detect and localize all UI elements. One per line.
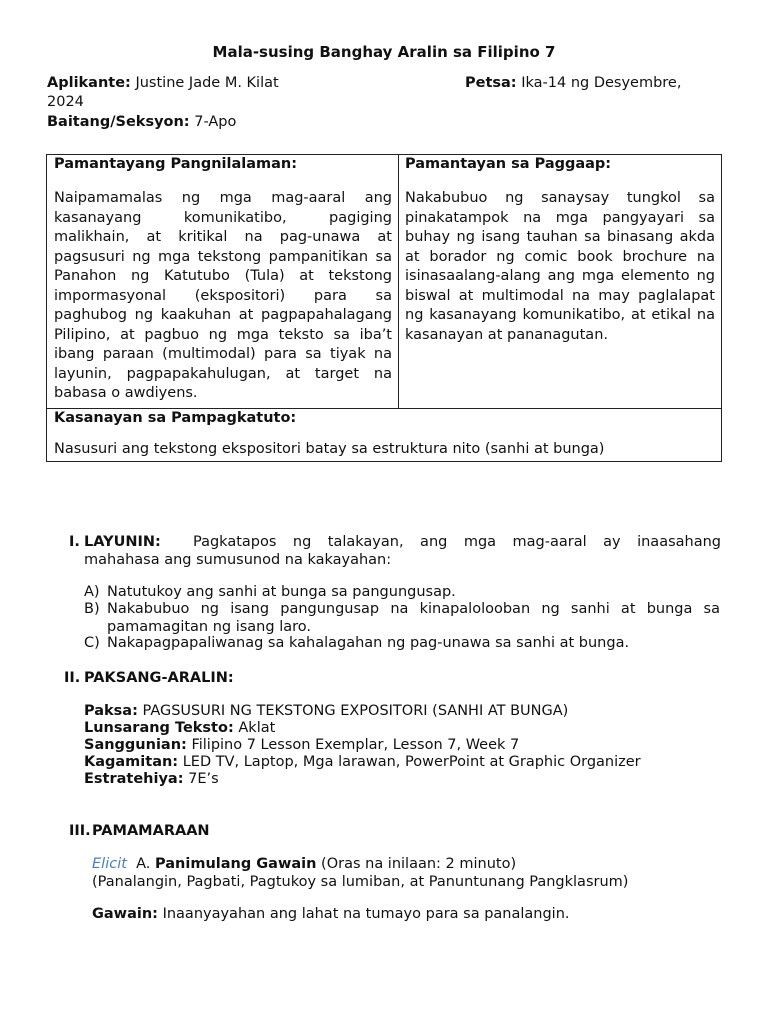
step-note: (Panalangin, Pagbati, Pagtukoy sa lumiban, at Panuntunang Pangklasrum): [92, 873, 629, 890]
step-time: (Oras na inilaan: 2 minuto): [321, 856, 517, 872]
aplikante-value: Justine Jade M. Kilat: [135, 75, 279, 91]
objective-c: [84, 635, 724, 653]
kagamitan-row: Kagamitan: LED TV, Laptop, Mga larawan, PowerPoint at Graphic Organizer: [84, 754, 641, 770]
section-1-intro-line1: Pagkatapos ng talakayan, ang mga mag-aaral ay inaasahang: [193, 534, 721, 550]
section-1-number: I.: [69, 534, 80, 550]
baitang-row: [47, 113, 236, 133]
objective-a-text: Natutukoy ang sanhi at bunga sa pangungusap.: [107, 584, 456, 600]
gawain-label: Gawain:: [92, 906, 158, 922]
kasanayan-text: Nasusuri ang tekstong ekspositori batay sa estruktura nito (sanhi at bunga): [54, 440, 605, 457]
panimulang-gawain: [92, 856, 628, 891]
pangnilalaman-heading: Pamantayang Pangnilalaman:: [54, 156, 298, 172]
section-3-heading: PAMAMARAAN: [92, 823, 210, 839]
objective-b-text: Nakabubuo ng isang pangungusap na kinapalolooban ng sanhi at bunga sa pamamagitan ng isang laro.: [107, 601, 720, 635]
kasanayan-cell: [47, 408, 722, 461]
objective-c-text: Nakapagpapaliwanag sa kahalagahan ng pag-unawa sa sanhi at bunga.: [107, 635, 630, 651]
kasanayan-heading: Kasanayan sa Pampagkatuto:: [54, 409, 297, 426]
step-letter: A.: [136, 856, 151, 872]
pangnilalaman-text: Naipamamalas ng mga mag-aaral ang kasanayang komunikatibo, pagiging malikhain, at kritikal na pag-unawa at pagsusuri ng mga tekstong pampanitikan sa Panahon ng Katutubo (Tula) at tekstong impormasyonal (ekspositori) para sa paghubog ng kaakuhan at pagpapahalagang Pilipino, at pagbuo ng mga teksto sa iba’t ibang paraan (multimodal) para sa tiyak na layunin, pagpapakahulugan, at target na babasa o awdiyens.: [54, 190, 392, 401]
step-title: Panimulang Gawain: [155, 856, 317, 872]
objective-c-label: C): [84, 635, 100, 651]
standards-row: [47, 155, 722, 409]
gawain-row: [92, 905, 570, 925]
objective-a: [84, 584, 724, 602]
baitang-value: 7-Apo: [194, 114, 237, 130]
paksa-row: Paksa: PAGSUSURI NG TEKSTONG EXPOSITORI (SANHI AT BUNGA): [84, 703, 569, 719]
aplikante-row: [47, 74, 279, 94]
pangnilalaman-cell: [47, 155, 399, 409]
petsa-value: Ika-14 ng Desyembre,: [521, 75, 682, 91]
paggaap-cell: [399, 155, 722, 409]
panimulang-gawain-title-row: [92, 856, 628, 874]
objective-a-label: A): [84, 584, 100, 600]
section-2-number: II.: [64, 670, 81, 686]
baitang-label: Baitang/Seksyon:: [47, 114, 190, 130]
standards-table: [46, 154, 722, 462]
estratehiya-row: Estratehiya: 7E’s: [84, 771, 219, 787]
document-title: Mala-susing Banghay Aralin sa Filipino 7: [212, 43, 556, 61]
paksang-aralin-details: [84, 703, 641, 788]
petsa-year: 2024: [47, 94, 84, 110]
kasanayan-row: [47, 408, 722, 461]
section-2-heading: PAKSANG-ARALIN:: [84, 670, 234, 686]
section-1-intro: [84, 533, 721, 553]
lunsarang-row: Lunsarang Teksto: Aklat: [84, 720, 276, 736]
section-1-heading: LAYUNIN:: [84, 534, 161, 550]
section-1-intro-line2: mahahasa ang sumusunod na kakayahan:: [84, 552, 392, 568]
petsa-label: Petsa:: [465, 75, 517, 91]
section-3-number: III.: [69, 823, 91, 839]
elicit-label: Elicit: [92, 856, 127, 872]
paggaap-heading: Pamantayan sa Paggaap:: [405, 156, 612, 172]
gawain-value: Inaanyayahan ang lahat na tumayo para sa panalangin.: [162, 906, 570, 922]
petsa-row: [465, 74, 681, 94]
aplikante-label: Aplikante:: [47, 75, 131, 91]
sanggunian-row: Sanggunian: Filipino 7 Lesson Exemplar, Lesson 7, Week 7: [84, 737, 520, 753]
paggaap-text: Nakabubuo ng sanaysay tungkol sa pinakatampok na mga pangyayari sa buhay ng isang tauhan sa binasang akda at borador ng comic book brochure na isinasaalang-alang ang mga elemento ng biswal at multimodal na may paglalapat ng kasanayang komunikatibo, at etikal na kasanayan at pananagutan.: [405, 190, 715, 343]
objective-b-label: B): [84, 601, 100, 617]
objective-b: [84, 601, 724, 636]
